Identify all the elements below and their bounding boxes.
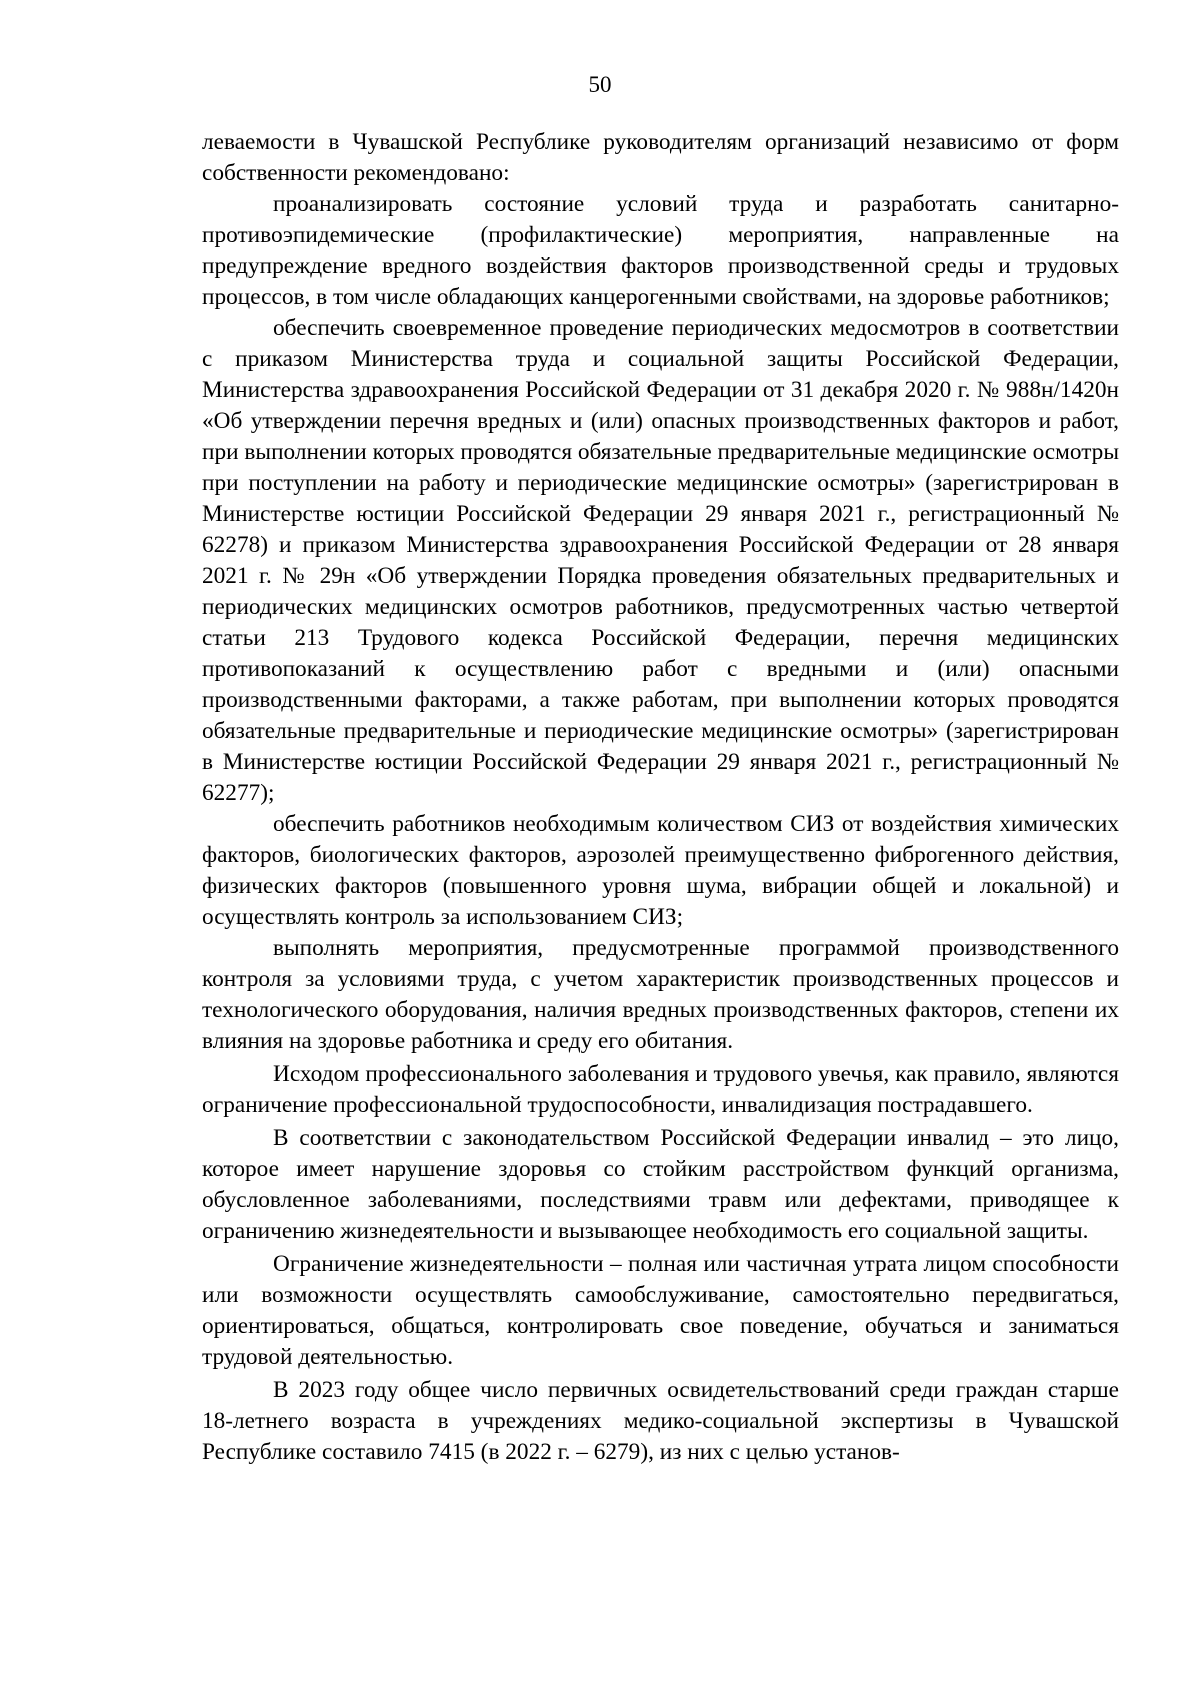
paragraph-continuation: леваемости в Чувашской Республике руководителям организаций независимо от форм собственности рекомендовано: xyxy=(202,129,1119,186)
paragraph-2023-statistics: В 2023 году общее число первичных освидетельствований среди граждан старше 18-летнего возраста в учреждениях медико-социальной экспертизы в Чувашской Республике составило 7415 (в 2022 г. – 6279), из них с целью установ- xyxy=(202,1377,1119,1465)
page-body xyxy=(202,127,1119,1468)
page-number: 50 xyxy=(588,72,612,97)
paragraph-recommendation-ppe: обеспечить работников необходимым количеством СИЗ от воздействия химических факторов, биологических факторов, аэрозолей преимущественно фиброгенного действия, физических факторов (повышенного уровня шума, вибрации общей и локальной) и осуществлять контроль за использованием СИЗ; xyxy=(202,811,1119,930)
paragraph-disease-outcome: Исходом профессионального заболевания и трудового увечья, как правило, являются ограничение профессиональной трудоспособности, инвалидизация пострадавшего. xyxy=(202,1061,1119,1118)
paragraph-disability-definition: В соответствии с законодательством Российской Федерации инвалид – это лицо, которое имеет нарушение здоровья со стойким расстройством функций организма, обусловленное заболеваниями, последствиями травм или дефектами, приводящее к ограничению жизнедеятельности и вызывающее необходимость его социальной защиты. xyxy=(202,1125,1119,1244)
paragraph-recommendation-production-control: выполнять мероприятия, предусмотренные программой производственного контроля за условиями труда, с учетом характеристик производственных процессов и технологического оборудования, наличия вредных производственных факторов, степени их влияния на здоровье работника и среду его обитания. xyxy=(202,935,1119,1054)
paragraph-recommendation-analyze: проанализировать состояние условий труда и разработать санитарно-противоэпидемические (профилактические) мероприятия, направленные на предупреждение вредного воздействия факторов производственной среды и трудовых процессов, в том числе обладающих канцерогенными свойствами, на здоровье работников; xyxy=(202,191,1119,310)
paragraph-recommendation-medical-exams: обеспечить своевременное проведение периодических медосмотров в соответствии с приказом Министерства труда и социальной защиты Российской Федерации, Министерства здравоохранения Российской Федерации от 31 декабря 2020 г. № 988н/1420н «Об утверждении перечня вредных и (или) опасных производственных факторов и работ, при выполнении которых проводятся обязательные предварительные медицинские осмотры при поступлении на работу и периодические медицинские осмотры» (зарегистрирован в Министерстве юстиции Российской Федерации 29 января 2021 г., регистрационный № 62278) и приказом Министерства здравоохранения Российской Федерации от 28 января 2021 г. № 29н «Об утверждении Порядка проведения обязательных предварительных и периодических медицинских осмотров работников, предусмотренных частью четвертой статьи 213 Трудового кодекса Российской Федерации, перечня медицинских противопоказаний к осуществлению работ с вредными и (или) опасными производственными факторами, а также работам, при выполнении которых проводятся обязательные предварительные и периодические медицинские осмотры» (зарегистрирован в Министерстве юстиции Российской Федерации 29 января 2021 г., регистрационный № 62277); xyxy=(202,315,1119,806)
paragraph-life-limitation-definition: Ограничение жизнедеятельности – полная или частичная утрата лицом способности или возможности осуществлять самообслуживание, самостоятельно передвигаться, ориентироваться, общаться, контролировать свое поведение, обучаться и заниматься трудовой деятельностью. xyxy=(202,1251,1119,1370)
